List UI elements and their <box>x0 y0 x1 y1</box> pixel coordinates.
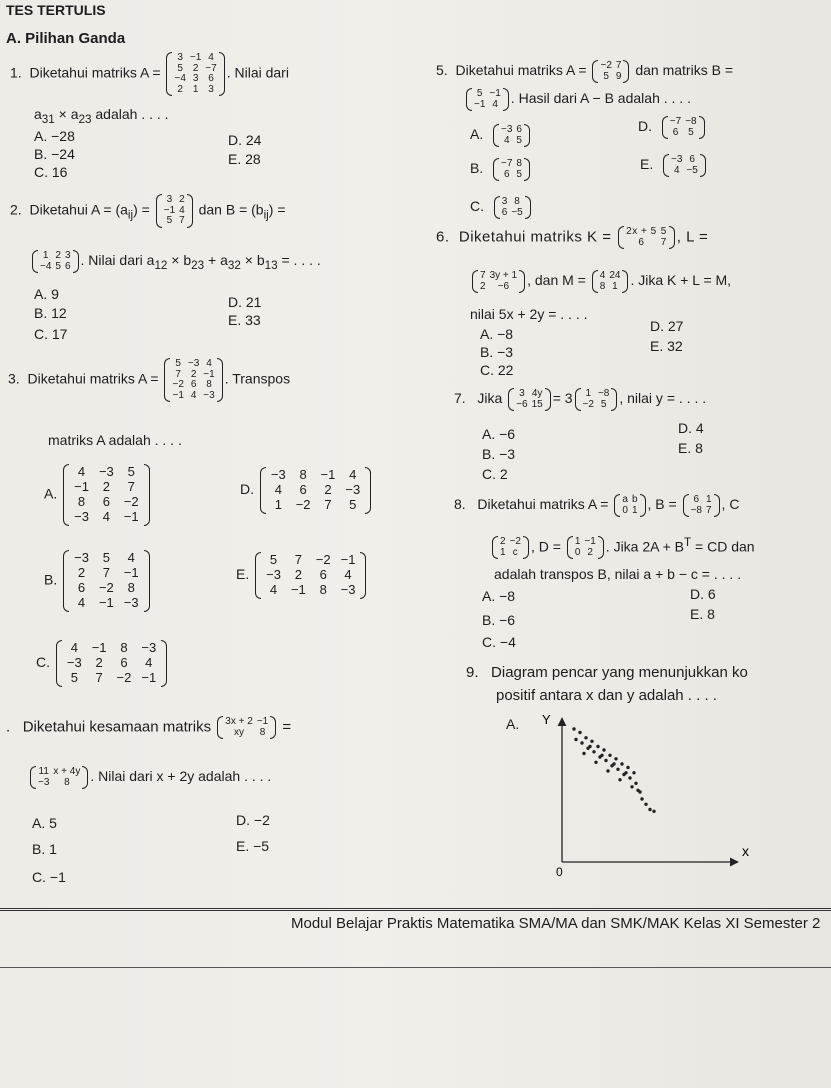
matrix-cell: 4 <box>127 550 135 565</box>
q6-stem: 6. Diketahui matriks K = 2x + 5 5 6 7 , L = <box>436 226 709 248</box>
matrix-cell: 6 <box>503 168 510 180</box>
matrix-cell: 0 <box>574 546 581 558</box>
matrix-cell: 1 <box>585 388 592 399</box>
q6-line3: nilai 5x + 2y = . . . . <box>470 306 588 322</box>
footer-text: Modul Belajar Praktis Matematika SMA/MA dan SMK/MAK Kelas XI Semester 2 <box>291 915 821 932</box>
q2-option-c[interactable]: C. 17 <box>34 326 68 342</box>
scatter-point <box>606 769 609 772</box>
matrix-cell: 7 <box>175 368 181 380</box>
q9-line2: positif antara x dan y adalah . . . . <box>496 687 717 704</box>
matrix-cell: 8 <box>299 467 307 482</box>
q7-option-c[interactable]: C. 2 <box>482 466 508 482</box>
q3-stem: 3. Diketahui matriks A = 5 −3 4 7 2 −1 −2 6 8 −1 4 −3 . Transpos <box>8 358 291 401</box>
q1-line2: $a_{31} \times a_{23}$ adalah . . . . <box>34 106 169 126</box>
matrix-cell: 11 <box>38 766 49 777</box>
matrix-cell: −2 <box>123 493 139 509</box>
matrix-cell: 3 <box>501 196 508 207</box>
q5-option-a[interactable]: A. −3 6 4 5 <box>470 124 532 147</box>
q1-matrix-a <box>166 52 224 96</box>
matrix-cell: 7 <box>480 270 486 281</box>
matrix-cell: 8 <box>259 726 266 738</box>
matrix-cell: 5 <box>55 260 61 272</box>
matrix-cell: −3 <box>270 467 286 482</box>
q8-stem: 8. Diketahui matriks A = a b 0 1 , B = 6 1 −8 7 , C <box>454 494 740 516</box>
matrix-cell: −2 <box>509 536 521 548</box>
scatter-point <box>644 803 647 806</box>
matrix-cell: −5 <box>686 164 698 176</box>
matrix-cell: 4 <box>179 204 185 216</box>
scatter-point <box>638 790 641 793</box>
q7-matrix-left <box>508 388 551 411</box>
matrix-cell: 4 <box>274 481 282 497</box>
matrix-cell: 2 <box>177 83 183 95</box>
matrix-cell: 5 <box>177 62 183 74</box>
matrix-cell: 6 <box>299 481 307 497</box>
matrix-cell: 4 <box>492 98 498 110</box>
matrix-cell: 8 <box>514 196 520 207</box>
scatter-point <box>624 771 627 774</box>
matrix-cell: 15 <box>531 398 543 410</box>
matrix-cell: 8 <box>206 379 212 390</box>
q6-matrix-l <box>472 270 525 293</box>
scatter-point <box>652 810 655 813</box>
matrix-cell: −3 <box>345 481 361 497</box>
matrix-cell: 5 <box>175 358 181 369</box>
matrix-cell: −1 <box>163 204 176 216</box>
matrix-cell: 6 <box>672 126 679 138</box>
q4-option-e[interactable]: E. −5 <box>236 838 270 854</box>
matrix-cell: −1 <box>141 669 157 685</box>
matrix-cell: −8 <box>685 116 697 127</box>
scatter-point <box>596 745 599 748</box>
matrix-cell: −4 <box>40 260 52 272</box>
matrix-cell: −7 <box>501 158 513 169</box>
scatter-point <box>584 736 587 739</box>
q1-option-e[interactable]: E. 28 <box>228 151 261 167</box>
q1-number: 1. <box>10 64 22 81</box>
matrix-cell: −1 <box>340 552 356 567</box>
matrix-cell: −1 <box>320 467 336 482</box>
matrix-cell: 2 <box>190 368 197 380</box>
matrix-cell: b <box>631 494 638 505</box>
matrix-cell: 5 <box>102 550 110 565</box>
matrix-cell: 1 <box>612 280 618 292</box>
q6-matrix-m <box>592 270 629 293</box>
matrix-cell: 3 <box>192 73 199 84</box>
matrix-cell: 3 <box>177 52 183 63</box>
q6-option-a[interactable]: A. −8 <box>480 326 514 342</box>
matrix-cell: 7 <box>660 236 667 248</box>
matrix-cell: 1 <box>192 83 199 95</box>
q5-line2: 5 −1 −1 4 . Hasil dari A − B adalah . . . . <box>464 88 691 111</box>
scatter-point <box>604 759 607 762</box>
matrix-cell: −4 <box>174 73 186 84</box>
q4-matrix-right <box>30 766 88 789</box>
q4-option-b[interactable]: B. 1 <box>32 841 57 857</box>
matrix-cell: −3 <box>340 581 356 597</box>
scatter-point <box>648 808 651 811</box>
matrix-cell: 6 <box>190 379 197 390</box>
q2-option-e[interactable]: E. 33 <box>228 312 261 328</box>
matrix-cell: −7 <box>205 62 217 74</box>
matrix-cell: 4 <box>673 164 680 176</box>
scatter-point <box>612 762 615 765</box>
q3-line2: matriks A adalah . . . . <box>48 432 182 448</box>
matrix-cell: 5 <box>600 398 607 410</box>
q5-stem: 5. Diketahui matriks A = −2 7 5 9 dan matriks B = <box>436 60 733 82</box>
matrix-cell: −2 <box>295 496 311 512</box>
q3-option-a[interactable]: A. 4 −3 5 −1 2 7 8 6 −2 −3 4 −1 <box>44 464 152 526</box>
matrix-cell: −8 <box>597 388 610 399</box>
q2-option-d[interactable]: D. 21 <box>228 294 262 310</box>
matrix-cell: 6 <box>77 579 86 595</box>
matrix-cell: 2 <box>55 250 61 261</box>
footer-bar <box>0 908 831 968</box>
q1-option-c[interactable]: C. 16 <box>34 164 68 180</box>
q3-option-c[interactable]: C. 4 −1 8 −3 −3 2 6 4 5 7 −2 −1 <box>36 640 169 687</box>
scatter-point <box>578 731 581 734</box>
matrix-cell: 5 <box>70 669 78 685</box>
matrix-cell: 2 <box>324 481 332 497</box>
q5-option-b[interactable]: B. −7 8 6 5 <box>470 158 532 181</box>
matrix-cell: 5 <box>476 88 483 99</box>
matrix-cell: −3 <box>74 508 89 524</box>
matrix-cell: 4 <box>77 594 86 610</box>
matrix-cell: 8 <box>77 493 86 509</box>
matrix-cell: 6 <box>516 124 522 135</box>
matrix-cell: 4 <box>70 640 78 655</box>
matrix-cell: −1 <box>123 564 139 580</box>
scatter-point <box>590 740 593 743</box>
scatter-point <box>572 727 575 730</box>
q9-option-a[interactable]: A. <box>506 716 520 732</box>
scatter-point <box>626 766 629 769</box>
matrix-cell: −3 <box>266 566 281 582</box>
matrix-cell: 7 <box>102 564 110 580</box>
matrix-cell: 8 <box>319 581 327 597</box>
matrix-cell: 4 <box>503 134 510 146</box>
matrix-cell: 1 <box>42 250 49 261</box>
matrix-cell: 2 <box>587 546 593 558</box>
matrix-cell: 5 <box>603 70 609 82</box>
matrix-cell: 4 <box>77 464 86 479</box>
matrix-cell: 5 <box>349 496 357 512</box>
matrix-cell: −1 <box>584 536 596 548</box>
q8-line3: adalah transpos B, nilai a + b − c = . . . . <box>494 566 742 582</box>
matrix-cell: 1 <box>500 546 506 558</box>
q6-line2: 7 3y + 1 2 −6 , dan M = 4 24 8 1 . Jika K + L = M, <box>470 270 731 293</box>
matrix-cell: 6 <box>208 73 214 84</box>
q7-stem: 7. Jika 3 4y −6 15 = 3 1 −8 −2 5 , nilai y = . . . . <box>454 388 707 410</box>
scatter-point <box>620 762 623 765</box>
q1-option-b[interactable]: B. −24 <box>34 146 75 162</box>
matrix-cell: −3 <box>98 464 114 479</box>
q8-option-a[interactable]: A. −8 <box>482 588 516 604</box>
q5-matrix-b <box>466 88 509 111</box>
matrix-cell: −1 <box>256 716 269 727</box>
q8-matrix-a <box>614 494 645 517</box>
q6-option-d[interactable]: D. 27 <box>650 318 684 334</box>
q8-line2: 2 −2 1 c , D = 1 −1 0 2 . Jika $2A + B^T$ = CD dan <box>490 536 755 559</box>
matrix-cell: 3 <box>166 194 173 205</box>
q7-option-a[interactable]: A. −6 <box>482 426 516 442</box>
scatter-point <box>574 738 577 741</box>
scatter-point <box>602 748 605 751</box>
matrix-cell: 6 <box>102 493 110 509</box>
matrix-cell: 7 <box>127 478 135 494</box>
matrix-cell: −1 <box>98 594 114 610</box>
q6-option-e[interactable]: E. 32 <box>650 338 683 354</box>
matrix-cell: −2 <box>98 579 114 595</box>
matrix-cell: 8 <box>127 579 135 595</box>
q1-text: Diketahui matriks A = <box>29 64 161 81</box>
q7-option-b[interactable]: B. −3 <box>482 446 516 462</box>
matrix-cell: 8 <box>516 158 522 169</box>
q1-text-after: . Nilai dari <box>226 64 289 81</box>
origin-label: 0 <box>556 865 563 879</box>
matrix-cell: 8 <box>120 640 128 655</box>
q8-option-b[interactable]: B. −6 <box>482 612 516 628</box>
matrix-cell: −2 <box>116 669 132 685</box>
q8-option-c[interactable]: C. −4 <box>482 634 516 650</box>
scatter-point <box>592 750 595 753</box>
matrix-cell: 1 <box>274 496 282 512</box>
matrix-cell: −7 <box>669 116 682 127</box>
q3-option-e[interactable]: E. 5 7 −2 −1 −3 2 6 4 4 −1 8 −3 <box>236 552 368 599</box>
q2-line2: 1 2 3 −4 5 6 . Nilai dari $a_{12} \times b_{23} + a_{32} \times b_{13}$ = . . . . <box>30 250 321 273</box>
matrix-cell: 8 <box>64 776 70 788</box>
q2-matrix-b <box>32 250 79 273</box>
q8-option-d[interactable]: D. 6 <box>690 586 716 602</box>
q5-matrix-a <box>592 60 629 83</box>
scatter-point <box>580 741 583 744</box>
matrix-cell: 2 <box>500 536 506 548</box>
matrix-cell: 4 <box>102 508 110 524</box>
matrix-cell: −2 <box>582 398 594 410</box>
matrix-cell: −3 <box>671 154 683 165</box>
matrix-cell: 2 <box>480 280 486 292</box>
matrix-cell: −1 <box>74 478 89 494</box>
q3-option-b[interactable]: B. −3 5 4 2 7 −1 6 −2 8 4 −1 −3 <box>44 550 152 612</box>
matrix-cell: 4 <box>269 581 278 597</box>
matrix-cell: 2 <box>95 654 103 670</box>
matrix-cell: 5 <box>660 226 667 237</box>
matrix-cell: −6 <box>516 398 528 410</box>
matrix-cell: −3 <box>66 654 82 670</box>
q4-option-d[interactable]: D. −2 <box>236 812 270 828</box>
matrix-cell: 2 <box>77 564 86 580</box>
q4-stem: . Diketahui kesamaan matriks 3x + 2 −1 xy 8 = <box>6 716 292 738</box>
scatter-plot <box>542 712 758 882</box>
matrix-cell: −3 <box>123 594 139 610</box>
matrix-cell: −2 <box>600 60 612 71</box>
q2-matrix-a <box>156 194 193 228</box>
q6-matrix-k <box>618 226 675 249</box>
matrix-cell: 6 <box>501 206 508 218</box>
matrix-cell: c <box>512 546 518 558</box>
q4-option-a[interactable]: A. 5 <box>32 815 57 831</box>
matrix-cell: 2 <box>192 62 199 74</box>
q6-option-b[interactable]: B. −3 <box>480 344 514 360</box>
matrix-cell: 4 <box>208 52 214 63</box>
matrix-cell: 6 <box>319 566 327 582</box>
matrix-cell: 3 <box>519 388 525 399</box>
matrix-cell: 6 <box>64 260 71 272</box>
matrix-cell: −1 <box>172 389 184 401</box>
matrix-cell: 7 <box>615 60 622 71</box>
q5-option-c[interactable]: C. 3 8 6 −5 <box>470 196 533 219</box>
q7-option-d[interactable]: D. 4 <box>678 420 704 436</box>
matrix-cell: −1 <box>290 581 306 597</box>
matrix-cell: 24 <box>609 270 621 281</box>
matrix-cell: 1 <box>705 494 712 505</box>
q1-stem <box>10 52 289 96</box>
scatter-point <box>594 761 597 764</box>
matrix-cell: −1 <box>203 368 215 380</box>
matrix-cell: 2x + 5 <box>626 226 657 237</box>
matrix-cell: 5 <box>688 126 694 138</box>
scatter-point <box>640 797 643 800</box>
scatter-point <box>618 778 621 781</box>
matrix-cell: −3 <box>141 640 157 655</box>
matrix-cell: −1 <box>189 52 202 63</box>
matrix-cell: −1 <box>474 98 486 110</box>
q1-option-d[interactable]: D. 24 <box>228 132 262 148</box>
matrix-cell: 2 <box>294 566 302 582</box>
q8-matrix-c <box>492 536 529 559</box>
matrix-cell: 7 <box>705 504 712 516</box>
q2-option-b[interactable]: B. 12 <box>34 305 67 321</box>
matrix-cell: −1 <box>489 88 501 99</box>
matrix-cell: 5 <box>516 134 522 146</box>
matrix-cell: 3 <box>64 250 71 261</box>
matrix-cell: 4 <box>349 467 357 482</box>
q3-matrix-a <box>164 358 222 402</box>
q4-option-c[interactable]: C. −1 <box>32 869 66 885</box>
q2-option-a[interactable]: A. 9 <box>34 286 59 302</box>
scatter-point <box>616 768 619 771</box>
scatter-point <box>630 785 633 788</box>
matrix-cell: xy <box>234 726 245 738</box>
q5-option-d[interactable]: D. −7 −8 6 5 <box>638 116 707 139</box>
matrix-cell: 7 <box>294 552 302 567</box>
matrix-cell: 4 <box>145 654 153 670</box>
matrix-cell: 8 <box>599 280 606 292</box>
matrix-cell: 6 <box>689 154 695 165</box>
matrix-cell: −3 <box>74 550 89 565</box>
matrix-cell: −6 <box>497 280 510 292</box>
matrix-cell: 4 <box>190 389 197 401</box>
matrix-cell: 5 <box>269 552 278 567</box>
q4-matrix-left <box>217 716 276 739</box>
q4-line2: 11 x + 4y −3 8 . Nilai dari x + 2y adalah . . . . <box>28 766 271 789</box>
matrix-cell: 3y + 1 <box>489 270 518 281</box>
scatter-point <box>628 776 631 779</box>
q3-option-d[interactable]: D. −3 8 −1 4 4 6 2 −3 1 −2 7 5 <box>240 467 373 514</box>
matrix-cell: 7 <box>324 496 332 512</box>
matrix-cell: 4 <box>599 270 606 281</box>
x-axis-label: x <box>742 843 749 859</box>
matrix-cell: 1 <box>574 536 581 548</box>
y-axis-label: Y <box>542 712 551 727</box>
q2-stem: 2. Diketahui $A = (a_{ij})$ = 3 2 −1 4 5 7 dan $B = (b_{ij})$ = <box>10 194 286 226</box>
matrix-cell: 6 <box>120 654 128 670</box>
page-title: TES TERTULIS <box>6 2 106 18</box>
matrix-cell: x + 4y <box>53 766 81 777</box>
matrix-cell: 3x + 2 <box>225 716 253 727</box>
matrix-cell: 6 <box>693 494 700 505</box>
matrix-cell: 5 <box>127 464 135 479</box>
matrix-cell: 1 <box>631 504 638 516</box>
matrix-cell: −3 <box>38 776 50 788</box>
matrix-cell: −3 <box>203 389 215 401</box>
matrix-cell: −2 <box>172 379 184 390</box>
matrix-cell: 9 <box>615 70 622 82</box>
q9-stem: 9. Diagram pencar yang menunjukkan ko <box>466 664 748 681</box>
matrix-cell: 5 <box>166 215 173 226</box>
matrix-cell: 7 <box>95 669 103 685</box>
matrix-cell: −3 <box>187 358 200 369</box>
matrix-cell: 0 <box>622 504 628 516</box>
matrix-cell: 2 <box>179 194 185 205</box>
scatter-point <box>634 782 637 785</box>
matrix-cell: 5 <box>516 168 522 180</box>
q1-option-a[interactable]: A. −28 <box>34 128 75 144</box>
q5-option-e[interactable]: E. −3 6 4 −5 <box>640 154 708 177</box>
scatter-point <box>632 771 635 774</box>
scatter-points <box>572 727 655 813</box>
scatter-point <box>588 745 591 748</box>
matrix-cell: a <box>622 494 628 505</box>
scatter-point <box>600 754 603 757</box>
matrix-cell: 6 <box>638 236 645 248</box>
matrix-cell: 4y <box>531 388 543 399</box>
q6-option-c[interactable]: C. 22 <box>480 362 514 378</box>
scatter-point <box>582 752 585 755</box>
q7-matrix-right <box>575 388 618 411</box>
q8-matrix-b <box>683 494 720 517</box>
matrix-cell: −2 <box>315 552 331 567</box>
matrix-cell: 3 <box>208 83 214 95</box>
q8-option-e[interactable]: E. 8 <box>690 606 715 622</box>
matrix-cell: −3 <box>501 124 513 135</box>
matrix-cell: 7 <box>179 215 185 226</box>
matrix-cell: 2 <box>102 478 110 494</box>
matrix-cell: −1 <box>91 640 107 655</box>
matrix-cell: −5 <box>511 206 523 218</box>
section-heading: A. Pilihan Ganda <box>6 30 126 47</box>
q8-matrix-d <box>567 536 604 559</box>
scatter-point <box>614 757 617 760</box>
matrix-cell: −1 <box>123 508 139 524</box>
q7-option-e[interactable]: E. 8 <box>678 440 703 456</box>
matrix-cell: −8 <box>690 504 702 516</box>
scatter-point <box>608 754 611 757</box>
matrix-cell: 4 <box>344 566 352 582</box>
matrix-cell: 4 <box>206 358 212 369</box>
